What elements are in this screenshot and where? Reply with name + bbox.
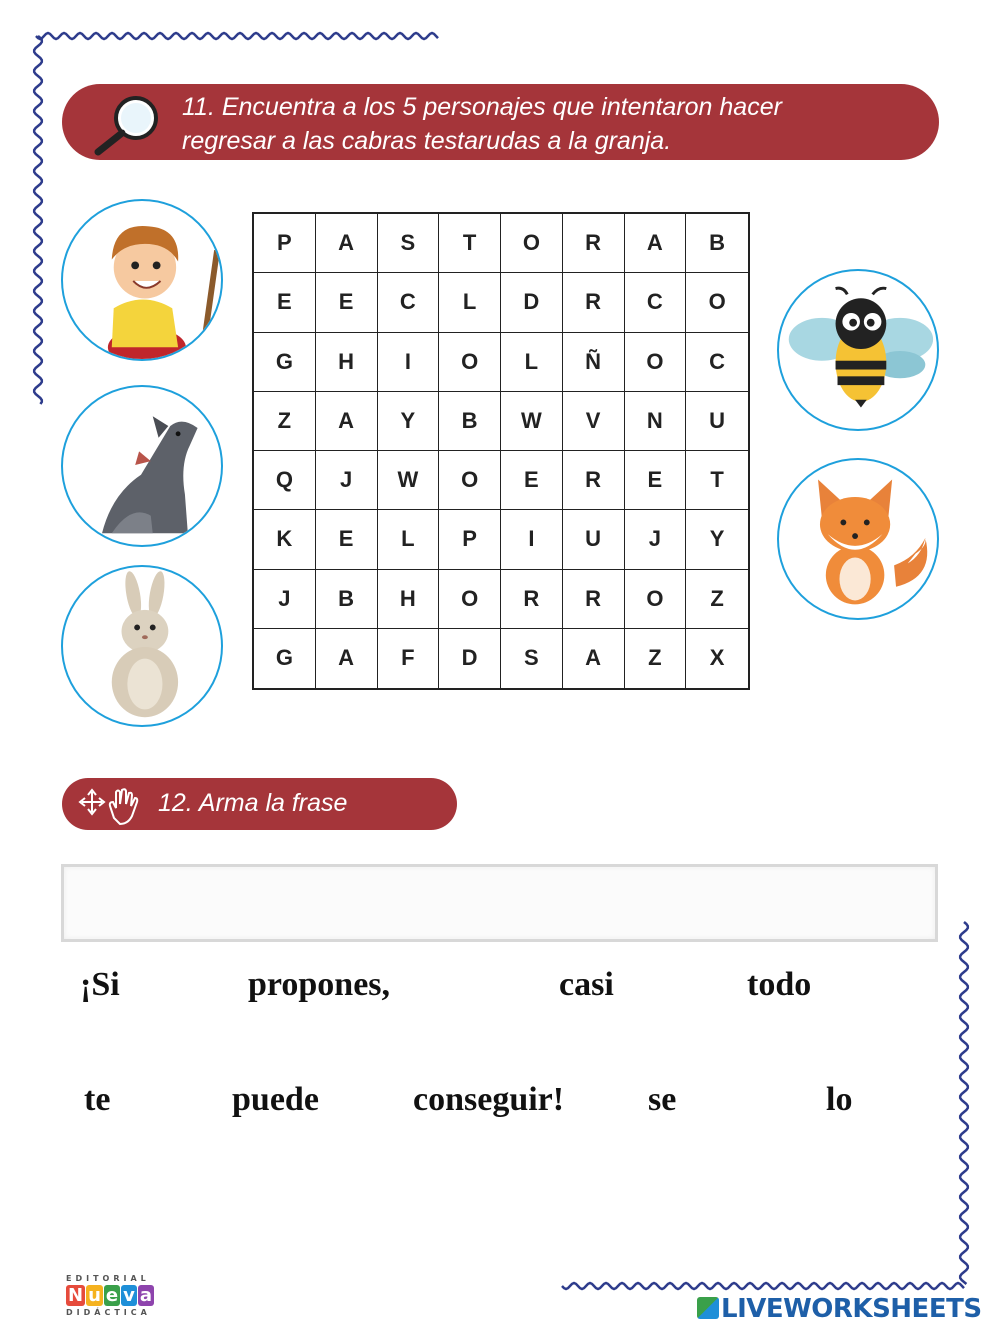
grid-cell[interactable]: W [378, 451, 440, 510]
grid-cell[interactable]: T [439, 214, 501, 273]
grid-cell[interactable]: J [316, 451, 378, 510]
grid-cell[interactable]: O [439, 451, 501, 510]
grid-cell[interactable]: Z [254, 392, 316, 451]
grid-cell[interactable]: I [501, 510, 563, 569]
wolf-image [61, 385, 223, 547]
grid-cell[interactable]: B [686, 214, 748, 273]
grid-cell[interactable]: C [625, 273, 687, 332]
grid-cell[interactable]: E [254, 273, 316, 332]
grid-cell[interactable]: B [316, 570, 378, 629]
grid-cell[interactable]: Z [625, 629, 687, 688]
drag-hand-icon [76, 784, 148, 826]
grid-cell[interactable]: X [709, 645, 725, 671]
grid-cell[interactable]: W [501, 392, 563, 451]
grid-cell[interactable]: H [316, 333, 378, 392]
brand-letter: e [105, 1285, 119, 1306]
instruction-line-2: regresar a las cabras testarudas a la granja. [182, 127, 672, 155]
grid-cell[interactable]: O [501, 214, 563, 273]
grid-cell[interactable]: C [378, 273, 440, 332]
grid-cell[interactable]: Y [378, 392, 440, 451]
publisher-logo-bottom: DIDÁCTICA [66, 1308, 151, 1317]
grid-cell[interactable]: D [439, 629, 501, 688]
liveworksheets-logo-icon [697, 1297, 719, 1319]
grid-cell[interactable]: A [316, 629, 378, 688]
grid-cell[interactable]: H [378, 570, 440, 629]
rabbit-image [61, 565, 223, 727]
grid-cell[interactable]: O [439, 333, 501, 392]
grid-cell[interactable]: K [254, 510, 316, 569]
grid-cell[interactable]: R [563, 214, 625, 273]
grid-cell[interactable]: O [686, 273, 748, 332]
grid-cell[interactable]: N [625, 392, 687, 451]
grid-cell[interactable]: L [378, 510, 440, 569]
grid-cell[interactable]: J [625, 510, 687, 569]
grid-cell[interactable]: S [378, 214, 440, 273]
grid-cell[interactable]: Y [686, 510, 748, 569]
watermark-text: LIVEWORKSHEETS [721, 1294, 982, 1324]
grid-cell[interactable]: L [501, 333, 563, 392]
grid-cell[interactable]: Ñ [563, 333, 625, 392]
grid-cell[interactable]: O [439, 570, 501, 629]
publisher-logo [66, 1274, 176, 1324]
phrase-answer-box[interactable] [61, 864, 938, 942]
bee-image [777, 269, 939, 431]
publisher-brand [66, 1285, 176, 1306]
grid-cell[interactable]: A [316, 214, 378, 273]
word-tile[interactable]: se [648, 1081, 677, 1118]
word-tile[interactable]: te [84, 1081, 111, 1118]
brand-letter: a [139, 1285, 153, 1306]
grid-cell[interactable]: J [254, 570, 316, 629]
grid-cell[interactable]: I [378, 333, 440, 392]
grid-cell[interactable]: D [501, 273, 563, 332]
grid-cell[interactable]: G [254, 629, 316, 688]
activity-11-banner [62, 84, 939, 160]
grid-cell[interactable]: E [316, 273, 378, 332]
grid-cell[interactable]: E [501, 451, 563, 510]
grid-cell[interactable]: R [563, 273, 625, 332]
grid-cell[interactable]: O [625, 570, 687, 629]
grid-cell[interactable]: Z [686, 570, 748, 629]
grid-cell[interactable]: A [316, 392, 378, 451]
word-tile[interactable]: casi [559, 966, 614, 1003]
grid-cell[interactable]: A [625, 214, 687, 273]
activity-11-instruction [182, 90, 782, 158]
brand-letter: v [123, 1285, 135, 1306]
grid-cell[interactable]: R [501, 570, 563, 629]
grid-cell[interactable]: U [563, 510, 625, 569]
activity-12-title: 12. Arma la frase [158, 789, 348, 817]
word-tile[interactable]: propones, [248, 966, 391, 1003]
word-tile[interactable]: todo [747, 966, 812, 1003]
brand-letter: u [88, 1285, 101, 1306]
grid-cell[interactable]: B [439, 392, 501, 451]
word-search-grid[interactable] [252, 212, 750, 690]
magnifying-glass-icon [84, 88, 170, 158]
activity-12-banner [62, 778, 457, 830]
word-tile[interactable]: conseguir! [413, 1081, 565, 1118]
grid-cell[interactable]: P [254, 214, 316, 273]
grid-cell[interactable]: U [686, 392, 748, 451]
publisher-logo-top: EDITORIAL [66, 1274, 150, 1283]
word-tile[interactable]: ¡Si [80, 966, 120, 1003]
grid-cell[interactable]: C [686, 333, 748, 392]
grid-cell[interactable]: E [316, 510, 378, 569]
grid-cell[interactable]: R [563, 570, 625, 629]
grid-cell[interactable]: R [563, 451, 625, 510]
grid-cell[interactable]: G [254, 333, 316, 392]
grid-cell[interactable]: T [686, 451, 748, 510]
word-tile[interactable]: puede [232, 1081, 319, 1118]
grid-cell[interactable]: E [625, 451, 687, 510]
grid-cell[interactable]: O [625, 333, 687, 392]
boy-shepherd-image [61, 199, 223, 361]
grid-cell[interactable]: Q [254, 451, 316, 510]
brand-letter: N [68, 1285, 84, 1306]
grid-cell[interactable]: P [439, 510, 501, 569]
instruction-line-1: 11. Encuentra a los 5 personajes que intentaron hacer [182, 93, 782, 121]
grid-cell[interactable]: S [501, 629, 563, 688]
grid-cell[interactable]: L [439, 273, 501, 332]
grid-cell[interactable]: A [563, 629, 625, 688]
grid-cell[interactable]: V [563, 392, 625, 451]
word-tile[interactable]: lo [826, 1081, 853, 1118]
fox-image [777, 458, 939, 620]
liveworksheets-watermark [697, 1294, 982, 1324]
grid-cell[interactable]: F [378, 629, 440, 688]
